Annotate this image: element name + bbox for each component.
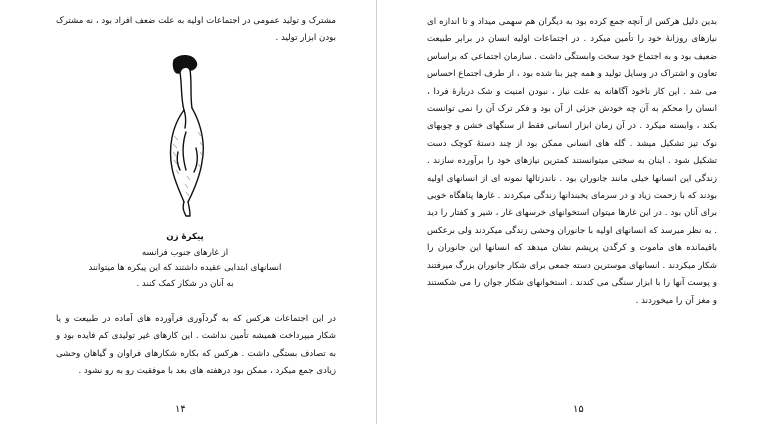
caption-line: از غارهای جنوب فرانسه [141, 247, 229, 258]
page-number: ۱۴ [175, 404, 186, 415]
left-page [0, 0, 377, 424]
female-figurine-illustration [160, 52, 210, 220]
figure-caption [60, 230, 310, 292]
right-page-body-paragraph: بدین دلیل هرکس از آنچه جمع کرده بود به دیگران هم سهمی میداد و تا اندازه ای نیازهای روزانهٔ خود را تأمین میکرد . در اجتماعات اولیه انسان در برابر طبیعت ضعیف بود و به اجتماع خود سخت وابستگی داشت . سازمان اجتماعی که براساس تعاون و اشتراک در وسایل تولید و همه چیز بنا شده بود ، از طرف اجتماع احساس می شد . این کار ناخود آگاهانه به علت نیاز ، نبودن امنیت و شک دربارهٔ فردا ، انسان را محکم به آن چه خودش جزئی از آن بود و فکر ترک آن را نمی توانست بکند ، وابسته میکرد . در آن زمان ابزار انسانی فقط از سنگهای خشن و چوبهای نوک تیز تشکیل میشد . گله های انسانی ممکن بود از چند دستهٔ کوچک دست تشکیل شود . اینان به سختی میتوانستند کمترین نیازهای خود را برآورده سازند . زندگی این انسانها خیلی مانند جانوران بود . ناندرتالها نمونه ای از انسانهای اولیه بودند که با زحمت زیاد و در سرمای یخبندانها زندگی میکردند . غارها پناهگاه خوبی برای آنان بود . در این غارها میتوان استخوانهای خرسهای غار ، شیر و کفتار را دید . به نظر میرسد که انسانهای اولیه با جانوران وحشی زندگی میکردند ولی برعکس باقیمانده های ماموت و کرگدن پرپشم نشان میدهد که انسانها این جانوران را شکار میکردند . انسانهای موسترین دسته جمعی برای شکار جانوران بزرگ میرفتند و پوست آنها را با ابزار سنگی می کندند . استخوانهای شکار جوان را می شکستند و مغز آن را میخوردند . [427, 17, 717, 306]
left-page-top-paragraph: مشترک و تولید عمومی در اجتماعات اولیه به علت ضعف افراد بود ، نه مشترک بودن ابزار تولید . [56, 16, 336, 44]
caption-line: انسانهای ابتدایی عقیده داشتند که این پیکره ها میتوانند [88, 263, 282, 273]
caption-title: پیکرۀ زن [166, 232, 204, 242]
left-page-body-paragraph: در این اجتماعات هرکس که به گردآوری فرآورده های آماده در طبیعت و یا شکار میپرداخت همیشه تأمین نداشت . این کارهای غیر تولیدی کم فایده بود و به تصادف بستگی داشت . هرکس که بکاره شکارهای فراوان و گیاهان وحشی زیادی جمع میکرد ، ممکن بود درهفته های بعد با موفقیت رو به رو نشود . [56, 314, 336, 377]
right-page [378, 0, 757, 424]
page-number: ۱۵ [573, 404, 584, 415]
caption-line: به آنان در شکار کمک کنند . [136, 278, 234, 289]
